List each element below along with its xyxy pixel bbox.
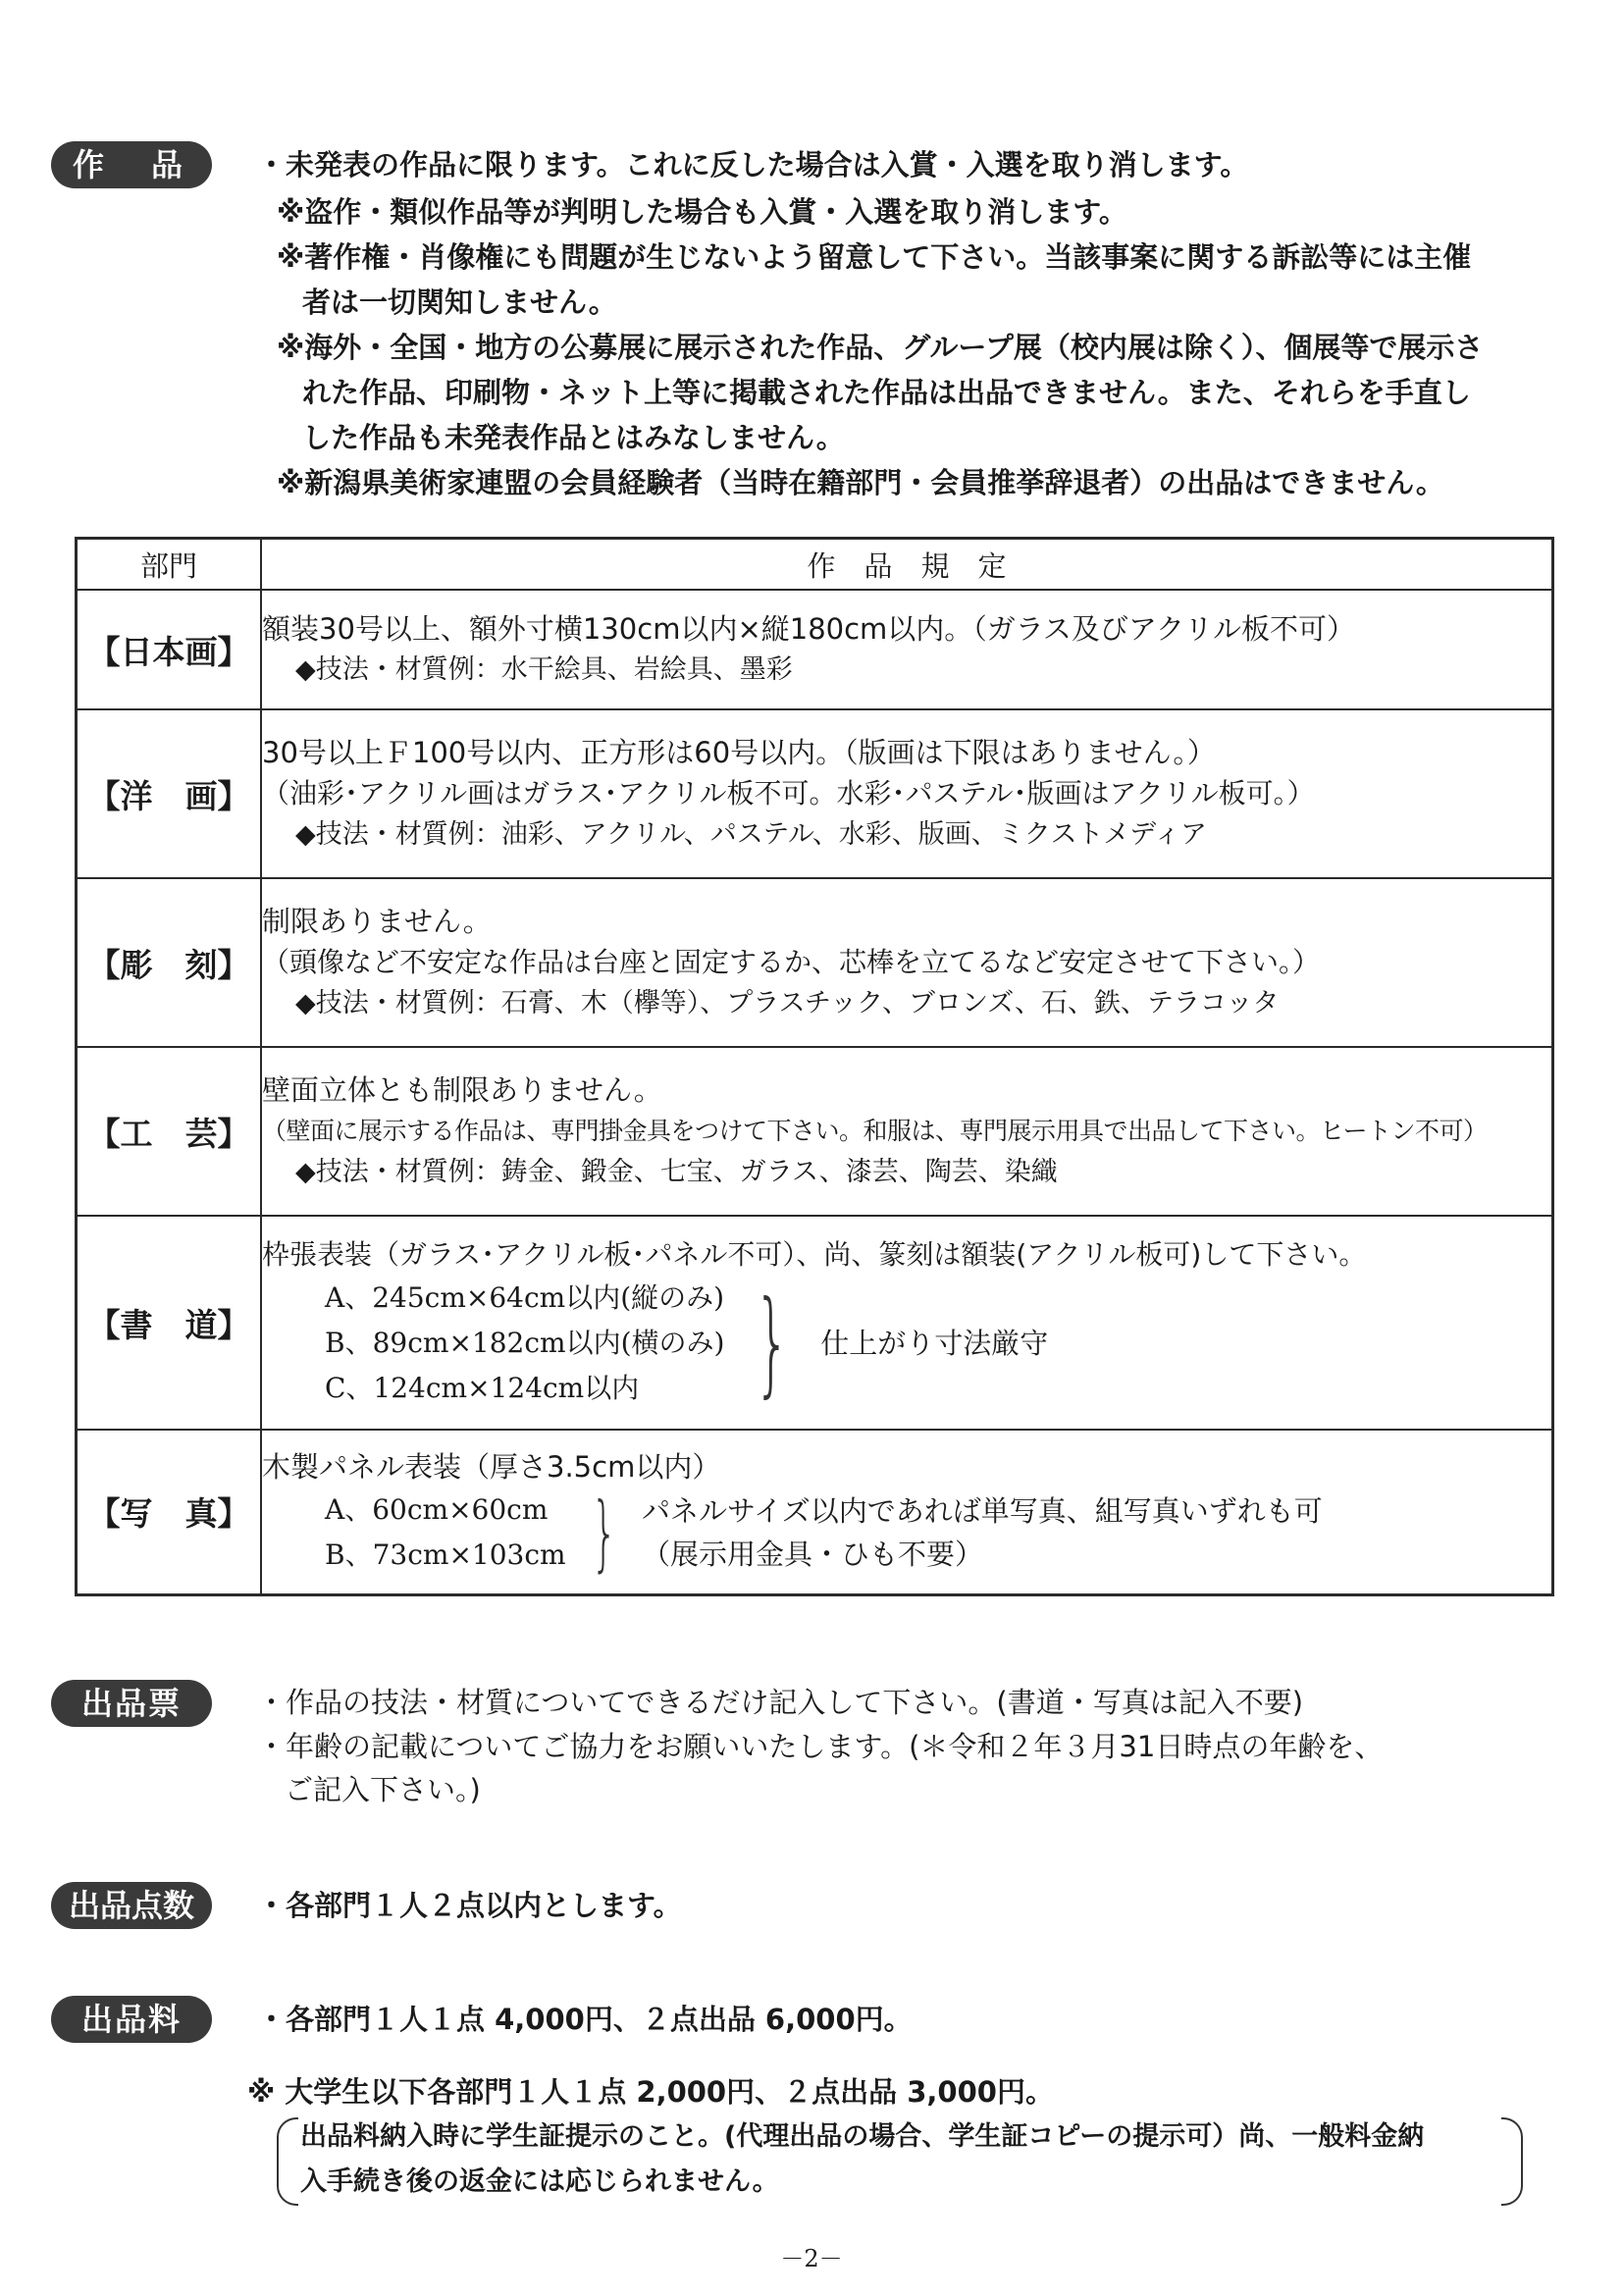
header-dept: 部門 <box>77 539 262 591</box>
size-group <box>325 1276 1551 1411</box>
rule-line: 木製パネル表装（厚さ3.5cm以内） <box>262 1449 721 1484</box>
rule-line: 枠張表装（ガラス･アクリル板･パネル不可）、尚、篆刻は額装(アクリル板可)して下さい。 <box>262 1238 1367 1271</box>
rule-line: （壁面に展示する作品は、専門掛金具をつけて下さい。和服は、専門展示用具で出品して下さい。ヒートン不可） <box>262 1117 1488 1145</box>
works-note-line: した作品も未発表作品とはみなしません。 <box>302 421 845 454</box>
size-list <box>325 1487 566 1578</box>
technique-line: ◆技法・材質例：油彩、アクリル、パステル、水彩、版画、ミクストメディア <box>295 819 1208 850</box>
works-note-line: 者は一切関知しません。 <box>302 286 617 319</box>
table-row <box>77 878 1553 1047</box>
rules-cell <box>261 590 1553 709</box>
works-note-line: ※海外・全国・地方の公募展に展示された作品、グループ展（校内展は除く）、個展等で展示さ <box>277 331 1484 364</box>
rule-line: 30号以上Ｆ100号以内、正方形は60号以内。（版画は下限はありません。） <box>262 736 1216 769</box>
rules-cell <box>261 878 1553 1047</box>
rules-cell <box>261 1430 1553 1594</box>
works-note-line: ※盗作・類似作品等が判明した場合も入賞・入選を取り消します。 <box>277 195 1127 229</box>
entry-form-badge: 出品票 <box>51 1680 212 1727</box>
technique-line: ◆技法・材質例：石膏、木（欅等）、プラスチック、ブロンズ、石、鉄、テラコッタ <box>295 988 1280 1018</box>
rules-cell <box>261 1047 1553 1216</box>
rules-cell <box>261 709 1553 878</box>
works-note-line: れた作品、印刷物・ネット上等に掲載された作品は出品できません。また、それらを手直し <box>302 376 1471 409</box>
size-note-line: （展示用金具・ひも不要） <box>642 1537 984 1571</box>
table-row <box>77 709 1553 878</box>
technique-line: ◆技法・材質例：水干絵具、岩絵具、墨彩 <box>295 654 793 685</box>
table-row <box>77 1216 1553 1430</box>
header-rules: 作 品 規 定 <box>261 539 1553 591</box>
works-rule-line: ・未発表の作品に限ります。これに反した場合は入賞・入選を取り消します。 <box>257 148 1249 182</box>
entry-count-badge: 出品点数 <box>51 1882 212 1929</box>
size-item: C、124cm×124cm以内 <box>325 1372 640 1404</box>
size-note-line: パネルサイズ以内であれば単写真、組写真いずれも可 <box>642 1493 1323 1528</box>
size-item: A、60cm×60cm <box>325 1492 549 1526</box>
entry-form-line: ・年齢の記載についてご協力をお願いいたします。(＊令和２年３月31日時点の年齢を、 <box>257 1730 1384 1763</box>
dept-photo: 【写 真】 <box>77 1430 262 1594</box>
dept-nihonga: 【日本画】 <box>77 590 262 709</box>
rule-line: （油彩･アクリル画はガラス･アクリル板不可。水彩･パステル･版画はアクリル板可。） <box>262 777 1315 809</box>
rule-line: 制限ありません。 <box>262 905 492 938</box>
rules-cell <box>261 1216 1553 1430</box>
technique-line: ◆技法・材質例：鋳金、鍛金、七宝、ガラス、漆芸、陶芸、染織 <box>295 1157 1058 1187</box>
dept-calligraphy: 【書 道】 <box>77 1216 262 1430</box>
table-row <box>77 590 1553 709</box>
entry-fee-line: ・各部門１人１点 4,000円、２点出品 6,000円。 <box>257 2003 913 2036</box>
rule-line: 壁面立体とも制限ありません。 <box>262 1073 662 1107</box>
regulations-table <box>75 537 1554 1596</box>
table-header-row <box>77 539 1553 591</box>
page-number: －2－ <box>780 2245 843 2272</box>
size-note-line: 仕上がり寸法厳守 <box>820 1327 1049 1360</box>
student-note-line: 出品料納入時に学生証提示のこと。(代理出品の場合、学生証コピーの提示可）尚、一般料金納 <box>300 2121 1425 2152</box>
left-paren-icon <box>277 2117 298 2206</box>
dept-crafts: 【工 芸】 <box>77 1047 262 1216</box>
entry-fee-badge: 出品料 <box>51 1996 212 2043</box>
size-note <box>820 1322 1048 1365</box>
size-item: B、73cm×103cm <box>325 1538 566 1571</box>
entry-form-line: ・作品の技法・材質についてできるだけ記入して下さい。(書道・写真は記入不要) <box>257 1686 1304 1719</box>
table-row <box>77 1047 1553 1216</box>
rule-line: （頭像など不安定な作品は台座と固定するか、芯棒を立てるなど安定させて下さい。） <box>262 946 1321 978</box>
size-note <box>642 1489 1323 1576</box>
student-fee-line: ※ 大学生以下各部門１人１点 2,000円、２点出品 3,000円。 <box>247 2075 1054 2109</box>
brace-icon: } <box>590 1484 617 1581</box>
size-item: A、245cm×64cm以内(縦のみ) <box>325 1281 725 1314</box>
works-note-line: ※新潟県美術家連盟の会員経験者（当時在籍部門・会員推挙辞退者）の出品はできません。 <box>277 466 1444 499</box>
works-badge: 作 品 <box>51 141 212 188</box>
rule-line: 額装30号以上、額外寸横130cm以内×縦180cm以内。（ガラス及びアクリル板不可） <box>262 612 1356 646</box>
table-row <box>77 1430 1553 1594</box>
entry-count-line: ・各部門１人２点以内とします。 <box>257 1889 682 1922</box>
size-item: B、89cm×182cm以内(横のみ) <box>325 1327 725 1359</box>
right-paren-icon <box>1501 2117 1523 2206</box>
dept-sculpture: 【彫 刻】 <box>77 878 262 1047</box>
student-note-line: 入手続き後の返金には応じられません。 <box>300 2166 779 2197</box>
dept-yoga: 【洋 画】 <box>77 709 262 878</box>
size-group <box>325 1484 1551 1581</box>
works-note-line: ※著作権・肖像権にも問題が生じないよう留意して下さい。当該事案に関する訴訟等には主催 <box>277 240 1472 274</box>
size-list <box>325 1276 724 1411</box>
entry-form-line: ご記入下さい。) <box>285 1773 481 1806</box>
brace-icon: } <box>754 1277 791 1409</box>
